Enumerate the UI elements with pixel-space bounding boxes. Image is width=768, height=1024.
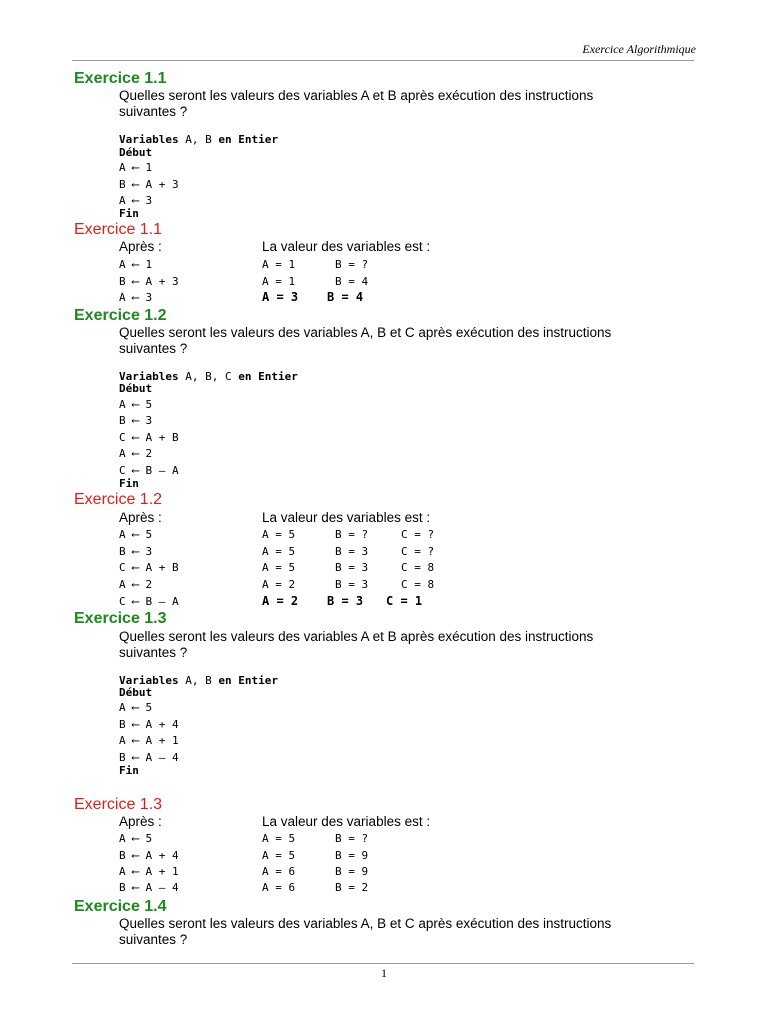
- declared-vars: A, B, C: [185, 370, 232, 383]
- keyword-type: en Entier: [238, 370, 298, 383]
- solution-1-1-title: Exercice 1.1: [74, 221, 163, 238]
- trace-value-a: A = 5: [262, 832, 296, 845]
- exercise-1-1-question-line-1: Quelles seront les valeurs des variables A et B après exécution des instructions: [119, 88, 594, 103]
- code-line: B ⟵ A + 4: [119, 718, 179, 731]
- declared-vars: A, B: [185, 133, 212, 146]
- trace-value-b: B = 9: [335, 849, 369, 862]
- keyword-fin: Fin: [119, 764, 139, 777]
- trace-value-b: B = ?: [335, 832, 369, 845]
- exercise-1-2-question-line-2: suivantes ?: [119, 341, 188, 356]
- trace-value-a: A = 5: [262, 528, 296, 541]
- trace-instruction: A ⟵ A + 1: [119, 865, 179, 878]
- keyword-debut: Début: [119, 146, 153, 159]
- keyword-variables: Variables: [119, 674, 179, 687]
- trace-instruction: A ⟵ 5: [119, 528, 153, 541]
- code-line: A ⟵ 5: [119, 701, 153, 714]
- final-value-c: C = 1: [386, 594, 423, 608]
- page-number: 1: [381, 966, 387, 980]
- apres-label: Après :: [119, 814, 162, 829]
- running-header: Exercice Algorithmique: [582, 42, 696, 56]
- trace-value-b: B = ?: [335, 528, 369, 541]
- trace-value-a: A = 5: [262, 849, 296, 862]
- code-line: B ⟵ A – 4: [119, 751, 179, 764]
- trace-instruction: B ⟵ A + 3: [119, 275, 179, 288]
- apres-label: Après :: [119, 239, 162, 254]
- trace-value-a: A = 5: [262, 561, 296, 574]
- exercise-1-3-title: Exercice 1.3: [74, 610, 167, 627]
- trace-value-b: B = 3: [335, 545, 369, 558]
- exercise-1-4-question-line-2: suivantes ?: [119, 932, 188, 947]
- trace-value-a: A = 6: [262, 865, 296, 878]
- trace-instruction: B ⟵ A + 4: [119, 849, 179, 862]
- final-value-a: A = 3: [262, 290, 299, 304]
- solution-1-3-title: Exercice 1.3: [74, 796, 163, 813]
- code-line: A ⟵ A + 1: [119, 734, 179, 747]
- trace-instruction: C ⟵ A + B: [119, 561, 179, 574]
- code-line: B ⟵ 3: [119, 414, 153, 427]
- trace-instruction: A ⟵ 1: [119, 258, 153, 271]
- trace-value-a: A = 6: [262, 881, 296, 894]
- exercise-1-1-title: Exercice 1.1: [74, 70, 167, 87]
- exercise-1-3-question-line-1: Quelles seront les valeurs des variables A et B après exécution des instructions: [119, 629, 594, 644]
- trace-value-c: C = ?: [401, 528, 435, 541]
- header-rule: [72, 60, 694, 61]
- trace-value-b: B = 3: [335, 578, 369, 591]
- keyword-type: en Entier: [218, 133, 278, 146]
- valeur-label: La valeur des variables est :: [262, 510, 431, 525]
- trace-value-b: B = 2: [335, 881, 369, 894]
- trace-instruction: C ⟵ B – A: [119, 595, 179, 608]
- trace-instruction: B ⟵ A – 4: [119, 881, 179, 894]
- final-value-b: B = 4: [327, 290, 364, 304]
- trace-value-c: C = 8: [401, 578, 435, 591]
- trace-instruction: A ⟵ 3: [119, 291, 153, 304]
- trace-value-c: C = ?: [401, 545, 435, 558]
- trace-instruction: B ⟵ 3: [119, 545, 153, 558]
- exercise-1-3-question-line-2: suivantes ?: [119, 645, 188, 660]
- trace-instruction: A ⟵ 2: [119, 578, 153, 591]
- valeur-label: La valeur des variables est :: [262, 239, 431, 254]
- exercise-1-4-title: Exercice 1.4: [74, 898, 167, 915]
- keyword-fin: Fin: [119, 477, 139, 490]
- final-value-a: A = 2: [262, 594, 299, 608]
- trace-value-a: A = 2: [262, 578, 296, 591]
- trace-value-c: C = 8: [401, 561, 435, 574]
- exercise-1-1-question-line-2: suivantes ?: [119, 104, 188, 119]
- keyword-fin: Fin: [119, 207, 139, 220]
- trace-value-b: B = 9: [335, 865, 369, 878]
- trace-value-a: A = 1: [262, 258, 296, 271]
- trace-value-b: B = 4: [335, 275, 369, 288]
- exercise-1-4-question-line-1: Quelles seront les valeurs des variables A, B et C après exécution des instructions: [119, 916, 612, 931]
- trace-value-a: A = 1: [262, 275, 296, 288]
- declared-vars: A, B: [185, 674, 212, 687]
- code-line: A ⟵ 1: [119, 161, 153, 174]
- code-line: A ⟵ 3: [119, 194, 153, 207]
- exercise-1-2-question-line-1: Quelles seront les valeurs des variables A, B et C après exécution des instructions: [119, 325, 612, 340]
- keyword-variables: Variables: [119, 370, 179, 383]
- code-line: A ⟵ 2: [119, 447, 153, 460]
- exercise-1-1-declaration: [119, 133, 278, 146]
- trace-instruction: A ⟵ 5: [119, 832, 153, 845]
- trace-value-a: A = 5: [262, 545, 296, 558]
- keyword-debut: Début: [119, 686, 153, 699]
- keyword-type: en Entier: [218, 674, 278, 687]
- code-line: C ⟵ A + B: [119, 431, 179, 444]
- solution-1-2-title: Exercice 1.2: [74, 491, 163, 508]
- footer-rule: [72, 963, 694, 964]
- valeur-label: La valeur des variables est :: [262, 814, 431, 829]
- keyword-variables: Variables: [119, 133, 179, 146]
- code-line: B ⟵ A + 3: [119, 178, 179, 191]
- trace-value-b: B = 3: [335, 561, 369, 574]
- keyword-debut: Début: [119, 382, 153, 395]
- trace-value-b: B = ?: [335, 258, 369, 271]
- exercise-1-2-title: Exercice 1.2: [74, 307, 167, 324]
- apres-label: Après :: [119, 510, 162, 525]
- code-line: A ⟵ 5: [119, 398, 153, 411]
- final-value-b: B = 3: [327, 594, 364, 608]
- code-line: C ⟵ B – A: [119, 464, 179, 477]
